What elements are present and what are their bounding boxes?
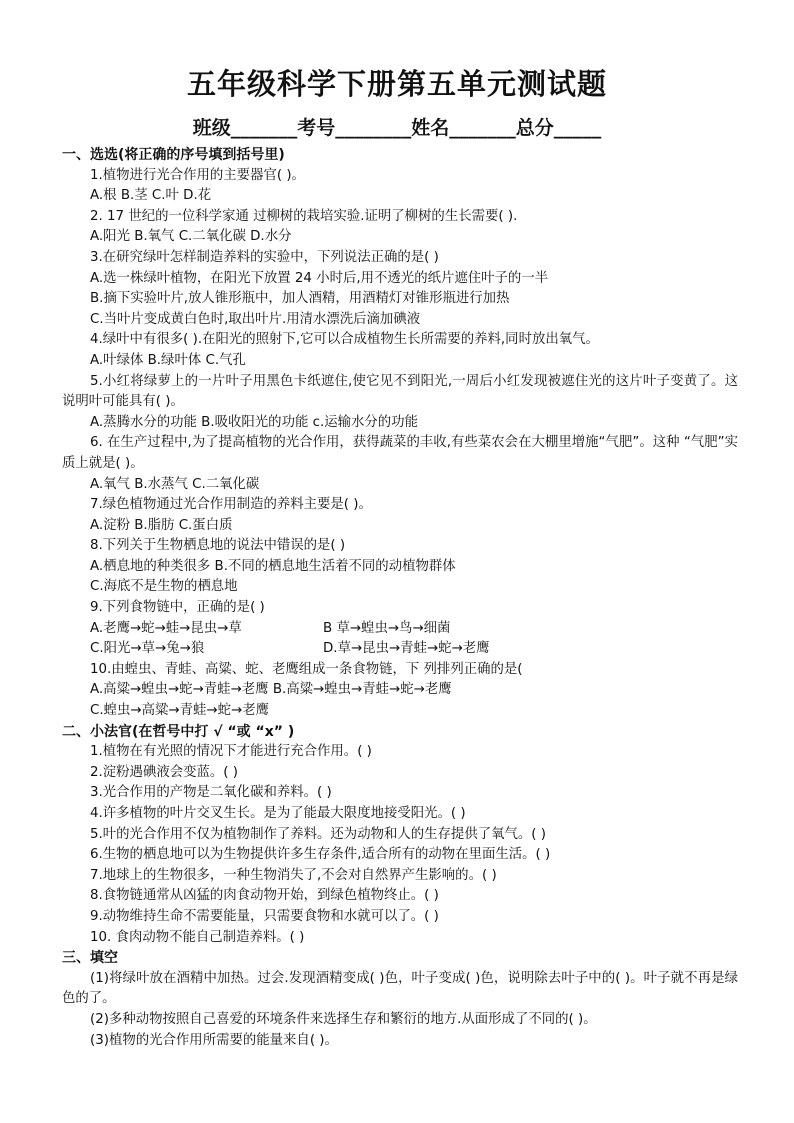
option-line xyxy=(62,639,738,660)
option-line: A.淀粉 B.脂肪 C.蛋白质 xyxy=(90,517,233,533)
judge-item: 5.叶的光合作用不仅为植物制作了养料。还为动物和人的生存提供了氧气。( ) xyxy=(90,826,546,842)
question-line: 3.在研究绿叶怎样制造养料的实验中，下列说法正确的是( ) xyxy=(90,249,439,265)
option-line xyxy=(62,619,738,640)
judge-item: 3.光合作用的产物是二氧化碳和养料。( ) xyxy=(90,785,332,801)
judge-item: 4.许多植物的叶片交叉生长。是为了能最大限度地接受阳光。( ) xyxy=(90,806,466,821)
fill-blank-item: (1)将绿叶放在酒精中加热。过会.发现酒精变成( )色，叶子变成( )色，说明除去叶子中的( )。叶子就不再是绿色的了。 xyxy=(62,970,738,1007)
exam-title: 五年级科学下册第五单元测试题 xyxy=(186,67,607,101)
question-line: 5.小红将绿萝上的一片叶子用黑色卡纸遮住,使它见不到阳光,一周后小红发现被遮住光的这片叶子变黄了。这说明叶可能具有( )。 xyxy=(62,373,738,410)
question-line: 6. 在生产过程中,为了提高植物的光合作用，获得蔬菜的丰收,有些菜农会在大棚里增施“气肥”。这种 “气肥”实质上就是( )。 xyxy=(62,435,738,471)
judge-item: 10. 食肉动物不能自己制造养料。( ) xyxy=(90,929,305,945)
option-line: A.叶绿体 B.绿叶体 C.气孔 xyxy=(90,352,246,368)
judge-item: 9.动物维持生命不需要能量，只需要食物和水就可以了。( ) xyxy=(90,908,439,924)
question-line: 9.下列食物链中，正确的是( ) xyxy=(90,600,265,616)
option-line: A.选一株绿叶植物，在阳光下放置 24 小时后,用不透光的纸片遮住叶子的一半 xyxy=(90,270,549,286)
question-line: 8.下列关于生物栖息地的说法中错误的是( ) xyxy=(90,538,346,554)
option-line: A.氧气 B.水蒸气 C.二氧化碳 xyxy=(90,476,260,492)
judge-item: 1.植物在有光照的情况下才能进行充合作用。( ) xyxy=(90,744,372,760)
option-line: C.蝗虫→高粱→青蛙→蛇→老鹰 xyxy=(90,703,270,719)
option-d: D.草→昆虫→青蛙→蛇→老鹰 xyxy=(323,641,490,657)
judge-item: 8.食物链通常从凶猛的肉食动物开始，到绿色植物终止。( ) xyxy=(90,888,439,904)
question-line: 4.绿叶中有很多( ).在阳光的照射下,它可以合成植物生长所需要的养料,同时放出氧气。 xyxy=(90,332,599,348)
exam-content xyxy=(62,145,738,1051)
option-line: A.高粱→蝗虫→蛇→青蛙→老鹰 B.高粱→蝗虫→青蛙→蛇→老鹰 xyxy=(90,682,452,698)
option-line: A.根 B.茎 C.叶 D.花 xyxy=(90,188,212,204)
option-line: C.当叶片变成黄白色时,取出叶片.用清水漂洗后滴加碘液 xyxy=(90,311,421,327)
judge-item: 6.生物的栖息地可以为生物提供许多生存条件,适合所有的动物在里面生活。( ) xyxy=(90,847,551,863)
option-c: C.阳光→草→兔→狼 xyxy=(90,641,205,657)
option-line: A.蒸腾水分的功能 B.吸收阳光的功能 c.运输水分的功能 xyxy=(90,414,418,430)
question-line: 2. 17 世纪的一位科学家通 过柳树的栽培实验.证明了柳树的生长需要( ). xyxy=(90,208,518,224)
fill-blank-item: (3)植物的光合作用所需要的能量来自( )。 xyxy=(90,1032,338,1048)
option-line: A.栖息地的种类很多 B.不同的栖息地生活着不同的动植物群体 xyxy=(90,558,456,574)
option-line: B.摘下实验叶片,放人锥形瓶中，加人酒精，用酒精灯对锥形瓶进行加热 xyxy=(90,291,510,307)
question-line: 1.植物进行光合作用的主要器官( )。 xyxy=(90,167,305,183)
question-line: 10.由蝗虫、青蛙、高粱、蛇、老鹰组成一条食物链，下 列排列正确的是( xyxy=(90,661,523,677)
question-line: 7.绿色植物通过光合作用制造的养料主要是( )。 xyxy=(90,497,372,513)
section-3-heading: 三、填空 xyxy=(62,950,118,967)
option-line: C.海底不是生物的栖息地 xyxy=(90,579,238,595)
judge-item: 7.地球上的生物很多，一种生物消失了,不会对自然界产生影响的。( ) xyxy=(90,867,497,883)
option-a: A.老鹰→蛇→蛙→昆虫→草 xyxy=(90,620,242,636)
fill-blank-item: (2)多种动物按照自己喜爱的环境条件来选择生存和繁衍的地方.从面形成了不同的( )。 xyxy=(90,1011,597,1027)
section-2-heading: 二、小法官(在哲号中打 √ “或 “x” ) xyxy=(62,723,295,740)
section-1-heading: 一、选选(将正确的序号填到括号里) xyxy=(62,147,285,163)
option-b: B 草→蝗虫→鸟→细菌 xyxy=(323,620,451,636)
option-line: A.阳光 B.氧气 C.二氧化碳 D.水分 xyxy=(90,229,292,245)
judge-item: 2.淀粉遇碘液会变蓝。( ) xyxy=(90,764,238,780)
student-info-line: 班级_______考号________姓名_______总分_____ xyxy=(192,117,602,139)
